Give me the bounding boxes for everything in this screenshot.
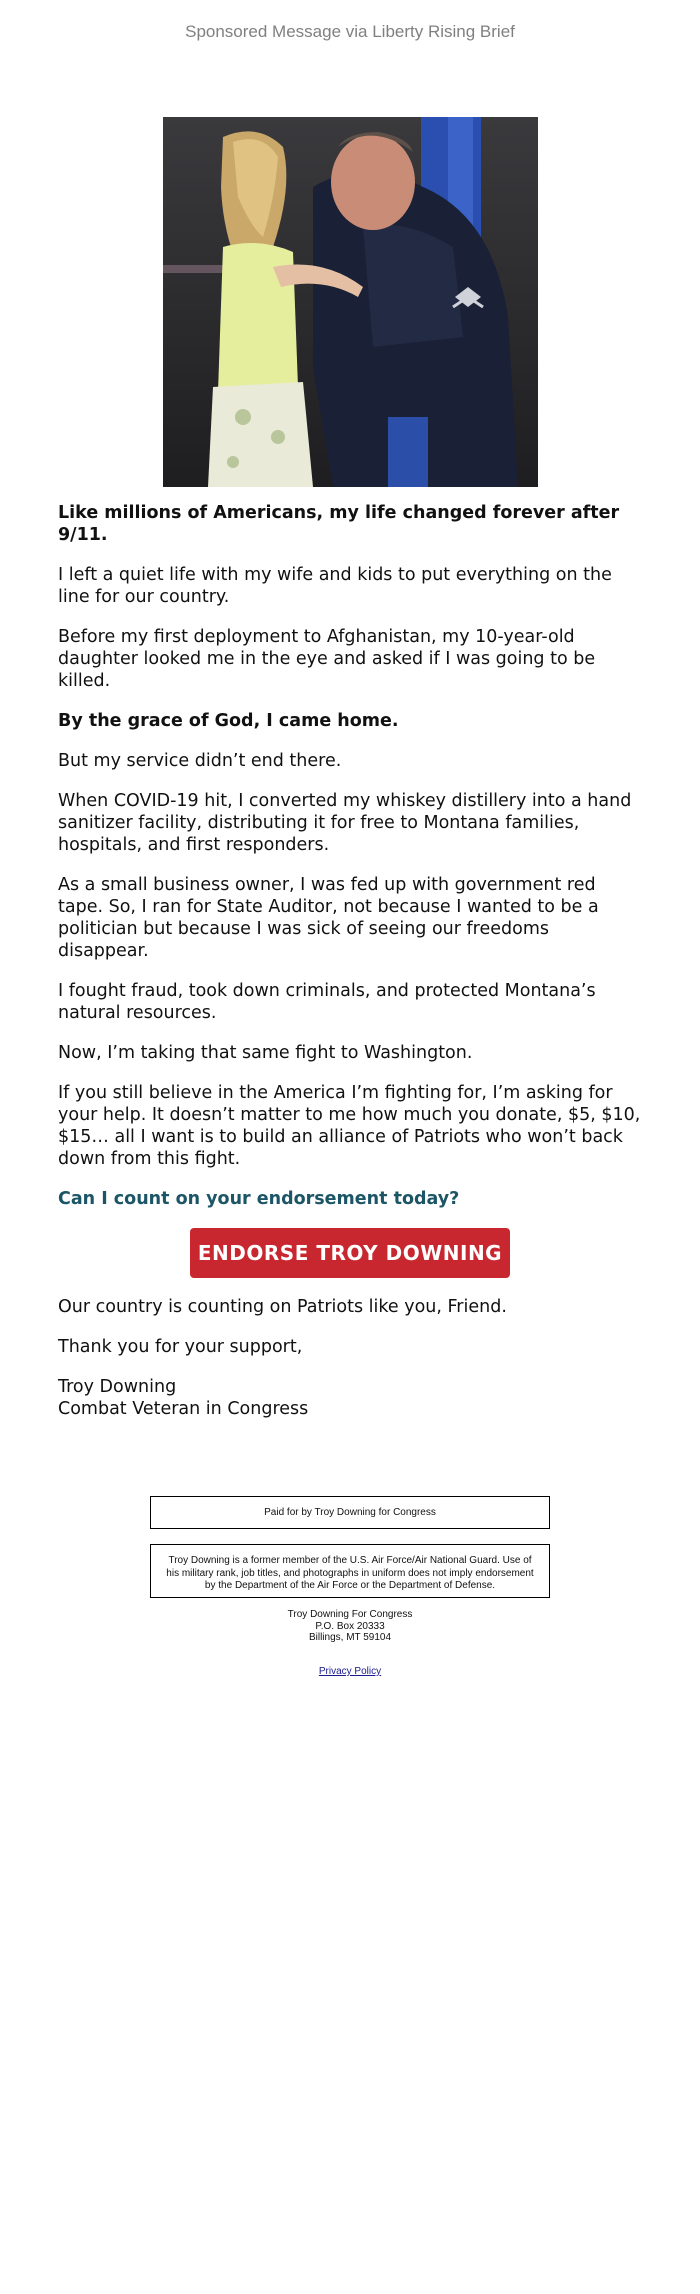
paragraph: Thank you for your support, — [58, 1337, 303, 1357]
signature-name: Troy Downing — [58, 1377, 177, 1397]
paragraph: Now, I’m taking that same fight to Washington. — [58, 1043, 473, 1063]
paragraph: If you still believe in the America I’m fighting for, I’m asking for your help. It doesn’t matter to me how much you donate, $5, $10, $15… all I want is to build an alliance of Patriots who won’t back down from this fight. — [58, 1083, 641, 1169]
sponsor-line: Sponsored Message via Liberty Rising Brief — [185, 22, 515, 41]
mailing-address — [0, 1609, 700, 1644]
paragraph: But my service didn’t end there. — [58, 751, 342, 771]
paragraph: I fought fraud, took down criminals, and protected Montana’s natural resources. — [58, 981, 596, 1023]
address-line: Billings, MT 59104 — [308, 1632, 392, 1643]
signature-title: Combat Veteran in Congress — [58, 1399, 309, 1419]
paid-for-box: Paid for by Troy Downing for Congress — [150, 1496, 550, 1529]
message-body — [58, 502, 642, 1420]
paragraph: Before my first deployment to Afghanistan, my 10-year-old daughter looked me in the eye and asked if I was going to be killed. — [58, 627, 596, 691]
disclaimer-box: Troy Downing is a former member of the U.S. Air Force/Air National Guard. Use of his military rank, job titles, and photographs in uniform does not imply endorsement by the Department of the Air Force or the Department of Defense. — [150, 1544, 550, 1598]
hero-photo-illustration — [163, 117, 538, 487]
paragraph-emphasis: By the grace of God, I came home. — [58, 711, 399, 731]
paragraph: When COVID-19 hit, I converted my whiskey distillery into a hand sanitizer facility, distributing it for free to Montana families, hospitals, and first responders. — [58, 791, 632, 855]
address-line: P.O. Box 20333 — [315, 1620, 385, 1632]
address-line: Troy Downing For Congress — [287, 1609, 413, 1620]
privacy-policy-link[interactable]: Privacy Policy — [318, 1666, 382, 1677]
paragraph-intro: Like millions of Americans, my life changed forever after 9/11. — [58, 503, 620, 545]
privacy-row — [0, 1666, 700, 1677]
paragraph: I left a quiet life with my wife and kids to put everything on the line for our country. — [58, 565, 612, 607]
endorsement-question[interactable]: Can I count on your endorsement today? — [58, 1189, 460, 1209]
paragraph: Our country is counting on Patriots like you, Friend. — [58, 1297, 507, 1317]
endorse-button[interactable]: ENDORSE TROY DOWNING — [190, 1228, 510, 1278]
paragraph: As a small business owner, I was fed up with government red tape. So, I ran for State Auditor, not because I wanted to be a politician but because I was sick of seeing our freedoms disappear. — [58, 875, 599, 961]
hero-photo — [163, 117, 538, 487]
cta-wrapper — [58, 1228, 642, 1278]
signature — [58, 1376, 642, 1420]
